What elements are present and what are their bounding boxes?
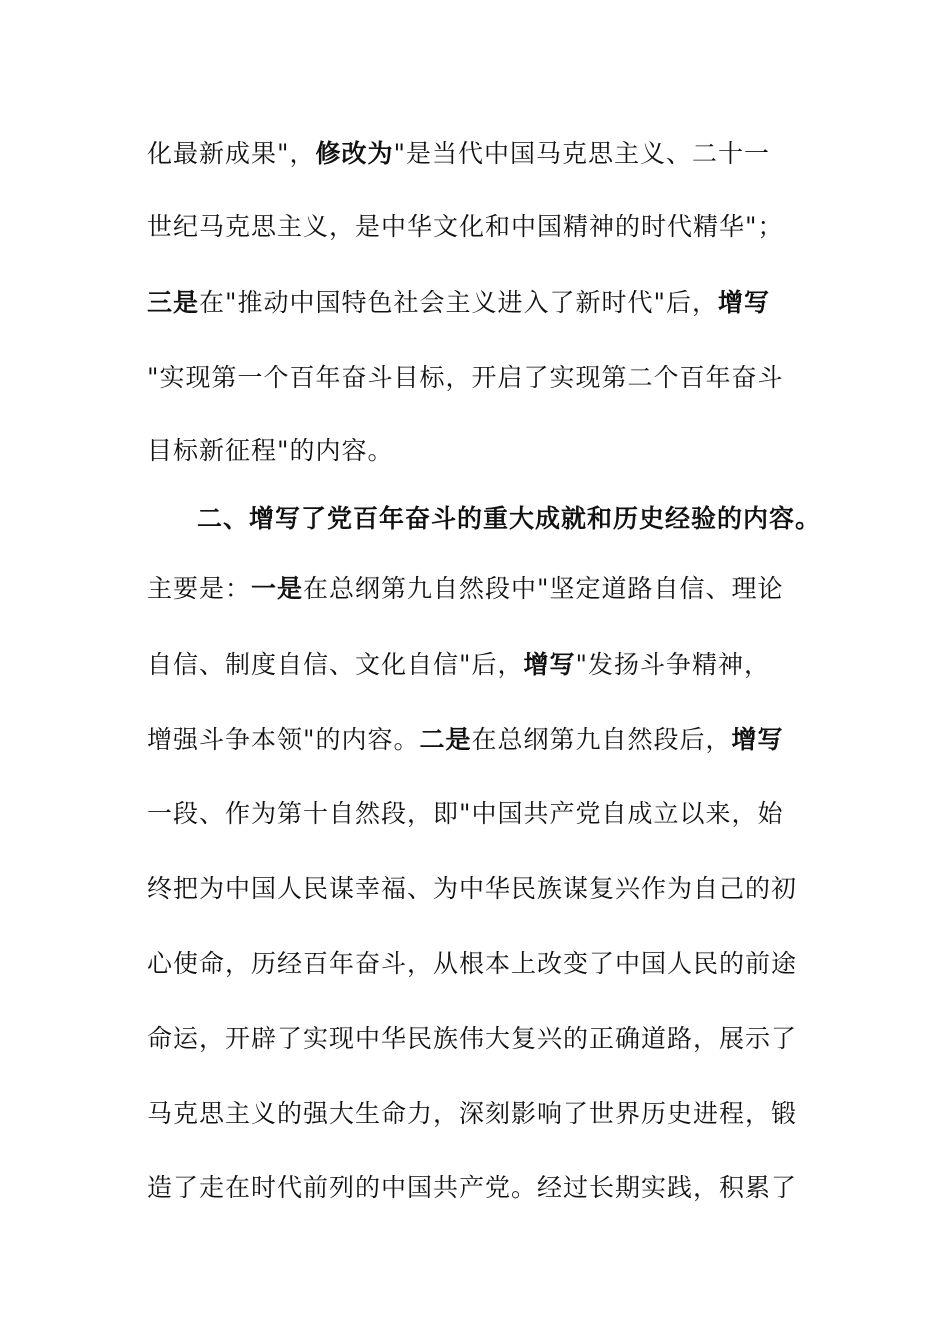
bold-run: 增写 [523, 650, 576, 679]
text-run: 造了走在时代前列的中国共产党。经过长期实践，积累了 [147, 1173, 798, 1202]
bold-run: 增写 [731, 725, 784, 754]
text-run: "发扬斗争精神， [575, 650, 771, 679]
text-line [147, 794, 807, 834]
section-heading [197, 499, 857, 539]
text-run: 在总纲第九自然段后， [471, 725, 732, 754]
text-line [147, 645, 807, 685]
text-line [147, 720, 807, 760]
text-run: 一段、作为第十自然段，即"中国共产党自成立以来，始 [147, 799, 784, 828]
bold-run: 增写 [718, 288, 771, 317]
text-line [147, 283, 807, 323]
text-run: 二、增写了党百年奋斗的重大成就和历史经验的内容。 [197, 504, 822, 533]
text-line [147, 358, 807, 398]
text-run: 增强斗争本领"的内容。 [147, 725, 420, 754]
text-line [147, 869, 807, 909]
bold-run: 二是 [419, 725, 472, 754]
text-run: 化最新成果"， [147, 139, 316, 168]
text-line [147, 207, 807, 247]
bold-run: 一是 [251, 574, 304, 603]
text-line [147, 944, 807, 984]
text-run: 命运，开辟了实现中华民族伟大复兴的正确道路，展示了 [147, 1024, 798, 1053]
text-run: 心使命，历经百年奋斗，从根本上改变了中国人民的前途 [147, 949, 798, 978]
text-line [147, 569, 807, 609]
text-line [147, 134, 807, 174]
text-run: 自信、制度自信、文化自信"后， [147, 650, 524, 679]
text-run: "实现第一个百年奋斗目标，开启了实现第二个百年奋斗 [147, 363, 784, 392]
text-line [147, 1168, 807, 1208]
bold-run: 三是 [147, 288, 200, 317]
text-run: 马克思主义的强大生命力，深刻影响了世界历史进程，锻 [147, 1099, 798, 1128]
text-run: 目标新征程"的内容。 [147, 436, 394, 465]
bold-run: 修改为 [315, 139, 394, 168]
text-line [147, 1094, 807, 1134]
text-run: 主要是： [147, 574, 252, 603]
text-run: 世纪马克思主义，是中华文化和中国精神的时代精华"； [147, 212, 784, 241]
text-run: "是当代中国马克思主义、二十一 [393, 139, 771, 168]
text-run: 终把为中国人民谋幸福、为中华民族谋复兴作为自己的初 [147, 874, 798, 903]
text-line [147, 1019, 807, 1059]
text-run: 在"推动中国特色社会主义进入了新时代"后， [199, 288, 719, 317]
text-line [147, 431, 807, 471]
text-run: 在总纲第九自然段中"坚定道路自信、理论 [303, 574, 784, 603]
